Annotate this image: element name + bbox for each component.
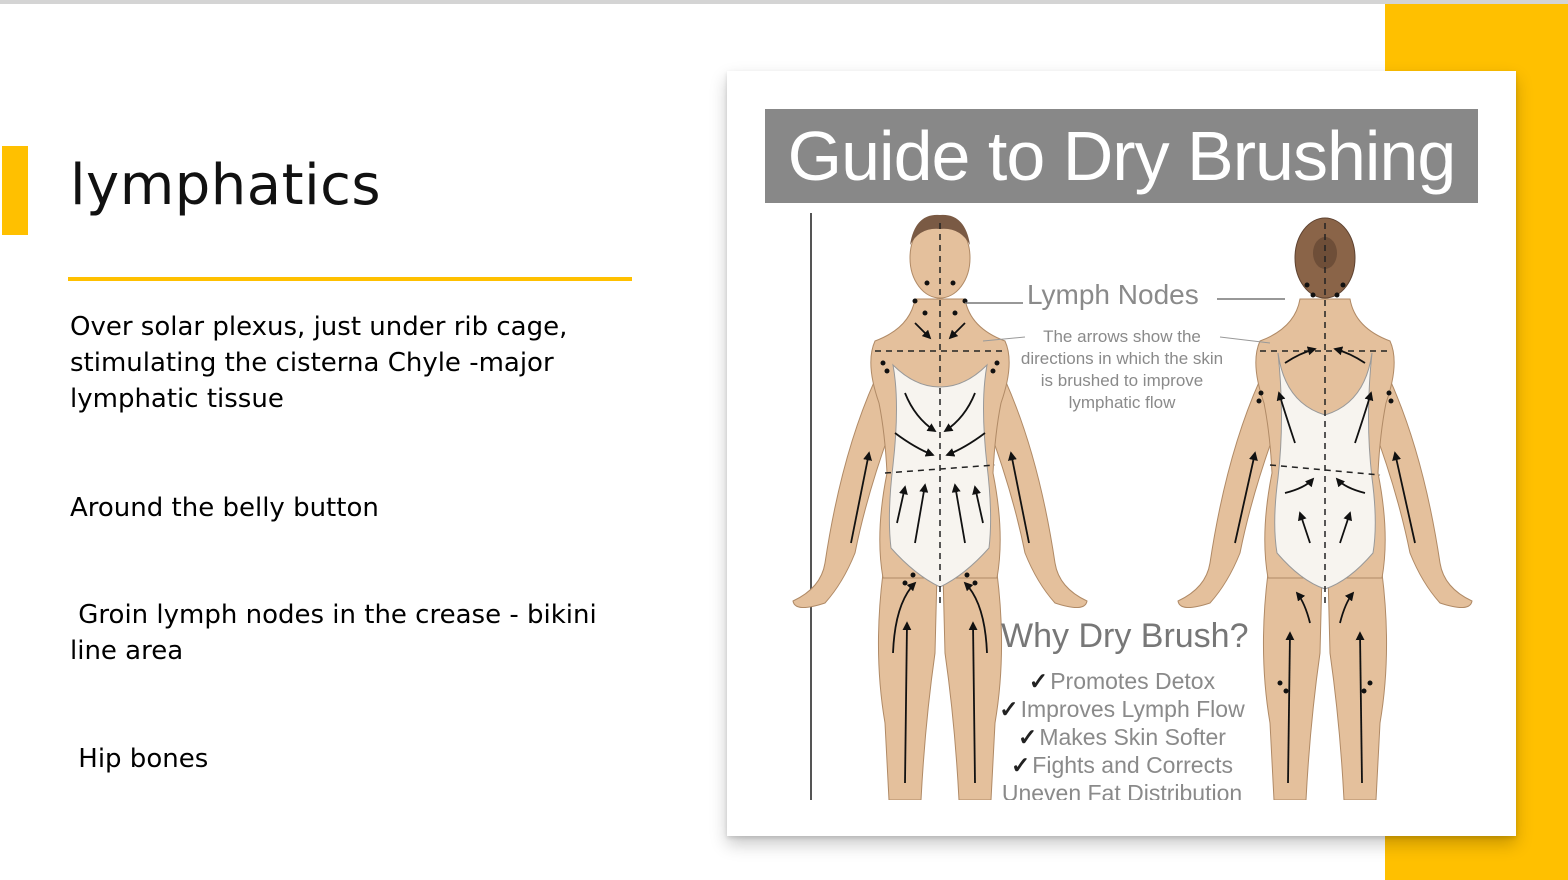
why-dry-brush-heading: Why Dry Brush? (1001, 617, 1249, 655)
benefit-item: ✓Improves Lymph Flow (999, 696, 1245, 722)
paragraph-hip-bones: Hip bones (70, 744, 209, 774)
benefits-list (987, 667, 1257, 800)
paragraph-groin-nodes: Groin lymph nodes in the crease - bikini line area (70, 600, 605, 666)
benefit-item: ✓Promotes Detox (1028, 668, 1216, 694)
check-icon: ✓ (999, 696, 1019, 722)
benefit-item: Uneven Fat Distribution (1001, 780, 1243, 800)
check-icon: ✓ (1018, 724, 1038, 750)
title-accent-bar (2, 146, 28, 235)
lymph-nodes-label: Lymph Nodes (1027, 279, 1199, 310)
dry-brushing-poster (765, 109, 1478, 800)
benefit-item: ✓Fights and Corrects (1011, 752, 1233, 778)
top-border (0, 0, 1568, 4)
paragraph-belly-button: Around the belly button (70, 493, 379, 523)
benefit-item: ✓Makes Skin Softer (1018, 724, 1226, 750)
poster-title-bar (765, 109, 1478, 203)
arrows-explanation: The arrows show the directions in which the skin is brushed to improve lymphatic flow (1020, 327, 1224, 412)
title-underline (68, 277, 632, 281)
paragraph-solar-plexus: Over solar plexus, just under rib cage, stimulating the cisterna Chyle -major lymphatic tissue (70, 312, 576, 414)
check-icon: ✓ (1028, 668, 1049, 694)
slide-title: lymphatics (70, 153, 382, 218)
poster-title: Guide to Dry Brushing (787, 117, 1456, 195)
image-card (727, 71, 1516, 836)
check-icon: ✓ (1011, 752, 1031, 778)
